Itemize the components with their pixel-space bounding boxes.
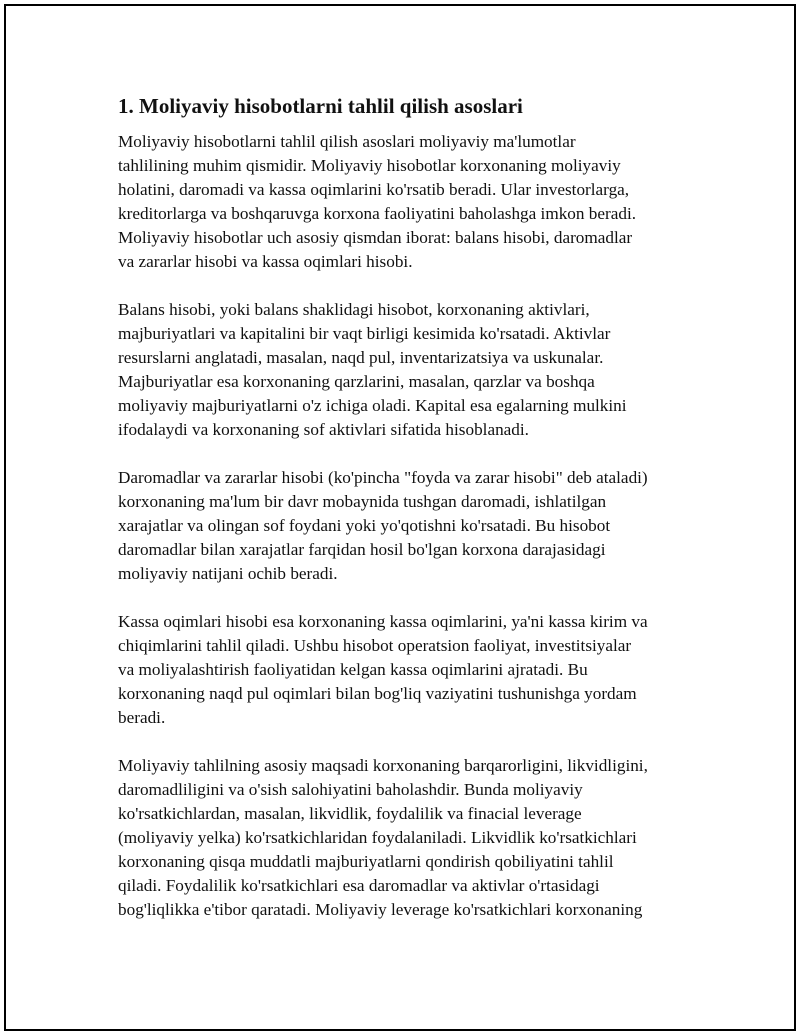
text-line: korxonaning naqd pul oqimlari bilan bog'liq vaziyatini tushunishga yordam — [118, 684, 637, 703]
text-line: Daromadlar va zararlar hisobi (ko'pincha "foyda va zarar hisobi" deb ataladi) — [118, 468, 648, 487]
text-line: kreditorlarga va boshqaruvga korxona faoliyatini baholashga imkon beradi. — [118, 204, 637, 223]
text-line: bog'liqlikka e'tibor qaratadi. Moliyaviy leverage ko'rsatkichlari korxonaning — [118, 900, 643, 919]
paragraph-balance-sheet — [118, 298, 698, 442]
text-line: Majburiyatlar esa korxonaning qarzlarini, masalan, qarzlar va boshqa — [118, 372, 595, 391]
text-line: moliyaviy majburiyatlarni o'z ichiga oladi. Kapital esa egalarning mulkini — [118, 396, 627, 415]
document-body — [118, 92, 698, 946]
text-line: tahlilining muhim qismidir. Moliyaviy hisobotlar korxonaning moliyaviy — [118, 156, 621, 175]
text-line: ko'rsatkichlardan, masalan, likvidlik, foydalilik va finacial leverage — [118, 804, 582, 823]
text-line: qiladi. Foydalilik ko'rsatkichlari esa daromadlar va aktivlar o'rtasidagi — [118, 876, 600, 895]
text-line: Moliyaviy hisobotlar uch asosiy qismdan iborat: balans hisobi, daromadlar — [118, 228, 633, 247]
text-line: Balans hisobi, yoki balans shaklidagi hisobot, korxonaning aktivlari, — [118, 300, 590, 319]
text-line: korxonaning ma'lum bir davr mobaynida tushgan daromadi, ishlatilgan — [118, 492, 607, 511]
text-line: korxonaning qisqa muddatli majburiyatlarni qondirish qobiliyatini tahlil — [118, 852, 614, 871]
text-line: (moliyaviy yelka) ko'rsatkichlaridan foydalaniladi. Likvidlik ko'rsatkichlari — [118, 828, 637, 847]
paragraph-cash-flow — [118, 610, 698, 730]
text-line: va moliyalashtirish faoliyatidan kelgan kassa oqimlarini ajratadi. Bu — [118, 660, 588, 679]
text-line: holatini, daromadi va kassa oqimlarini ko'rsatib beradi. Ular investorlarga, — [118, 180, 630, 199]
paragraph-income-statement — [118, 466, 698, 586]
paragraph-intro — [118, 130, 698, 274]
text-line: resurslarni anglatadi, masalan, naqd pul, inventarizatsiya va uskunalar. — [118, 348, 604, 367]
text-line: daromadliligini va o'sish salohiyatini baholashdir. Bunda moliyaviy — [118, 780, 583, 799]
text-line: Moliyaviy hisobotlarni tahlil qilish asoslari moliyaviy ma'lumotlar — [118, 132, 576, 151]
text-line: chiqimlarini tahlil qiladi. Ushbu hisobot operatsion faoliyat, investitsiyalar — [118, 636, 632, 655]
text-line: Kassa oqimlari hisobi esa korxonaning kassa oqimlarini, ya'ni kassa kirim va — [118, 612, 648, 631]
text-line: moliyaviy natijani ochib beradi. — [118, 564, 338, 583]
paragraph-analysis-goals — [118, 754, 698, 922]
text-line: Moliyaviy tahlilning asosiy maqsadi korxonaning barqarorligini, likvidligini, — [118, 756, 648, 775]
text-line: ifodalaydi va korxonaning sof aktivlari sifatida hisoblanadi. — [118, 420, 529, 439]
text-line: majburiyatlari va kapitalini bir vaqt birligi kesimida ko'rsatadi. Aktivlar — [118, 324, 611, 343]
text-line: beradi. — [118, 708, 166, 727]
text-line: va zararlar hisobi va kassa oqimlari hisobi. — [118, 252, 413, 271]
text-line: daromadlar bilan xarajatlar farqidan hosil bo'lgan korxona darajasidagi — [118, 540, 606, 559]
text-line: xarajatlar va olingan sof foydani yoki yo'qotishni ko'rsatadi. Bu hisobot — [118, 516, 611, 535]
section-heading: 1. Moliyaviy hisobotlarni tahlil qilish asoslari — [118, 94, 523, 118]
